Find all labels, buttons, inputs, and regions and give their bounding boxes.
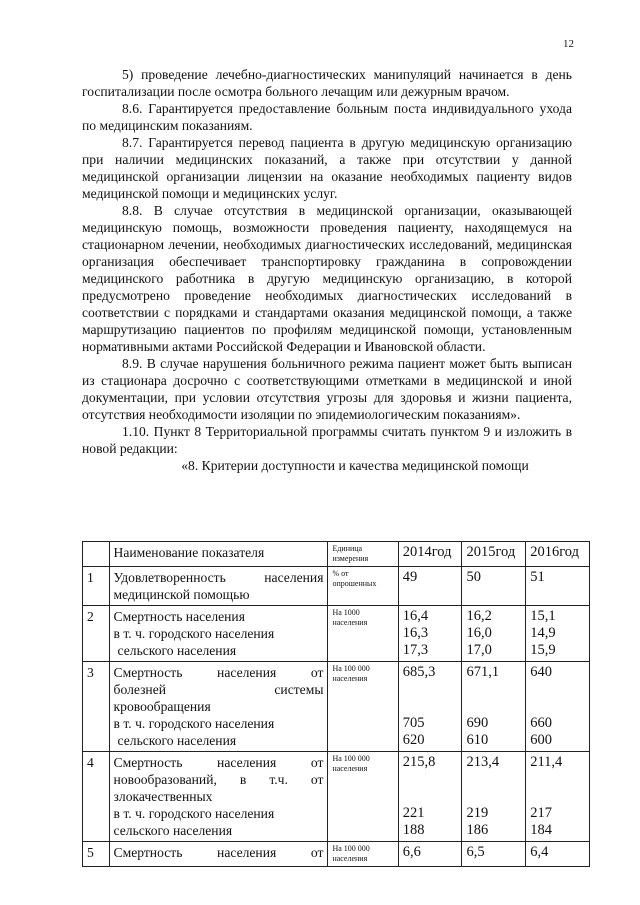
- section-title: «8. Критерии доступности и качества медицинской помощи: [181, 458, 529, 473]
- unit-cell: % от опрошенных: [328, 567, 398, 606]
- value: 660: [530, 715, 552, 731]
- row-number: 3: [83, 662, 110, 752]
- value-2014: [398, 606, 462, 662]
- value-2016: [526, 567, 590, 606]
- value-2014: [398, 842, 462, 867]
- spacer: [466, 771, 521, 805]
- value-2016: [526, 842, 590, 867]
- indicator-sub-urban: в т. ч. городского населения: [113, 806, 275, 821]
- value: 705: [402, 715, 425, 731]
- header-2014-cell: 2014год: [398, 542, 462, 567]
- indicator-sub-rural: сельского населения: [113, 823, 233, 838]
- value-2015: [462, 567, 526, 606]
- value: 49: [402, 569, 418, 585]
- value: 16,4: [402, 608, 429, 624]
- paragraph-8-8: 8.8. В случае отсутствия в медицинской организации, оказывающей медицинскую помощь, возможности проведения пациенту, находящемуся на стационарном лечении, необходимых диагностических исследований, медицинская организация обеспечивает транспортировку гражданина в сопровождении медицинского работника в другую медицинскую организацию, в которой предусмотрено проведение необходимых диагностических исследований в соответствии с порядками и стандартами оказания медицинской помощи, а также маршрутизацию пациентов по профилям медицинской помощи, установленным нормативными актами Российской Федерации и Ивановской области.: [82, 203, 572, 354]
- value: 640: [530, 664, 552, 680]
- unit-cell: На 100 000 населения: [328, 842, 398, 867]
- unit-cell: На 100 000 населения: [328, 662, 398, 752]
- table-row: [83, 842, 590, 867]
- header-2016-cell: 2016год: [526, 542, 590, 567]
- row-number: 5: [83, 842, 110, 867]
- indicator-sub-urban: в т. ч. городского населения: [113, 716, 275, 731]
- spacer: [403, 681, 458, 715]
- value: 600: [530, 732, 552, 748]
- indicator-sub-rural: сельского населения: [117, 643, 237, 658]
- paragraph-8-6: 8.6. Гарантируется предоставление больным поста индивидуального ухода по медицинским показаниям.: [82, 101, 572, 133]
- indicator-name-line: медицинской помощью: [113, 587, 250, 602]
- value-2014: [398, 567, 462, 606]
- value: 221: [402, 805, 425, 821]
- paragraph-8-9: 8.9. В случае нарушения больничного режима пациент может быть выписан из стационара досрочно с соответствующими отметками в медицинской и иной документации, при условии отсутствия угрозы для здоровья и жизни пациента, отсутствия необходимости изоляции по эпидемиологическим показаниям».: [82, 356, 572, 422]
- paragraph-8-7: 8.7. Гарантируется перевод пациента в другую медицинскую организацию при наличии медицинских показаний, а также при отсутствии у данной медицинской организации лицензии на оказание необходимых пациенту видов медицинской помощи и медицинских услуг.: [82, 135, 572, 201]
- unit-cell: На 100 000 населения: [328, 752, 398, 842]
- indicator-sub-urban: в т. ч. городского населения: [113, 626, 275, 641]
- value-2015: [462, 662, 526, 752]
- spacer: [530, 681, 585, 715]
- value: 219: [466, 805, 489, 821]
- table-row: [83, 752, 590, 842]
- indicator-name-line: Смертность населения: [113, 609, 245, 624]
- table-row: [83, 567, 590, 606]
- header-unit-cell: Единица измерения: [328, 542, 398, 567]
- paragraph-item-5: 5) проведение лечебно-диагностических манипуляций начинается в день госпитализации после осмотра больного лечащим или дежурным врачом.: [82, 67, 572, 99]
- value: 6,4: [530, 844, 549, 860]
- value-2015: [462, 842, 526, 867]
- value-2014: [398, 662, 462, 752]
- value: 215,8: [402, 754, 436, 770]
- value: 17,3: [402, 642, 429, 658]
- indicator-name: [109, 842, 328, 867]
- value: 15,1: [530, 608, 556, 624]
- indicator-name: [109, 662, 328, 752]
- value: 211,4: [530, 754, 563, 770]
- indicator-name-line: Смертность населения от: [113, 665, 324, 680]
- value: 16,3: [402, 625, 429, 641]
- value-2015: [462, 752, 526, 842]
- header-2015-cell: 2015год: [462, 542, 526, 567]
- indicator-name-line: кровообращения: [113, 699, 211, 714]
- body-text: [82, 66, 572, 474]
- value: 6,5: [466, 844, 485, 860]
- indicator-name: [109, 752, 328, 842]
- value: 188: [402, 822, 425, 838]
- value-2015: [462, 606, 526, 662]
- value: 217: [530, 805, 552, 821]
- spacer: [466, 681, 521, 715]
- value: 6,6: [402, 844, 421, 860]
- indicator-name-line: новообразований, в т.ч. от: [113, 772, 324, 787]
- value-2016: [526, 752, 590, 842]
- indicator-name-line: Удовлетворенность населения: [113, 570, 324, 585]
- value-2014: [398, 752, 462, 842]
- value: 184: [530, 822, 552, 838]
- value-2016: [526, 662, 590, 752]
- value: 671,1: [466, 664, 500, 680]
- indicator-name: [109, 567, 328, 606]
- value: 186: [466, 822, 489, 838]
- spacer: [403, 771, 458, 805]
- row-number: 1: [83, 567, 110, 606]
- table-header-row: [83, 542, 590, 567]
- value: 213,4: [466, 754, 500, 770]
- table-row: [83, 606, 590, 662]
- unit-cell: На 1000 населения: [328, 606, 398, 662]
- value-2016: [526, 606, 590, 662]
- indicator-name-line: болезней системы: [113, 682, 324, 697]
- value: 610: [466, 732, 489, 748]
- indicator-sub-rural: сельского населения: [117, 733, 237, 748]
- spacer: [530, 771, 585, 805]
- value: 50: [466, 569, 481, 585]
- row-number: 2: [83, 606, 110, 662]
- value: 15,9: [530, 642, 556, 658]
- value: 16,2: [466, 608, 492, 624]
- value: 16,0: [466, 625, 492, 641]
- value: 51: [530, 569, 545, 585]
- indicator-name-line: Смертность населения от: [113, 845, 324, 860]
- page-number: 12: [563, 38, 574, 50]
- value: 690: [466, 715, 489, 731]
- indicator-name-line: злокачественных: [113, 789, 213, 804]
- criteria-table: [82, 541, 590, 867]
- value: 17,0: [466, 642, 492, 658]
- indicator-name-line: Смертность населения от: [113, 755, 324, 770]
- value: 685,3: [402, 664, 436, 680]
- table-row: [83, 662, 590, 752]
- header-num-cell: [83, 542, 110, 567]
- row-number: 4: [83, 752, 110, 842]
- indicator-name: [109, 606, 328, 662]
- value: 14,9: [530, 625, 556, 641]
- header-name-cell: Наименование показателя: [109, 542, 328, 567]
- paragraph-1-10: 1.10. Пункт 8 Территориальной программы считать пунктом 9 и изложить в новой редакции:: [82, 424, 572, 456]
- value: 620: [402, 732, 425, 748]
